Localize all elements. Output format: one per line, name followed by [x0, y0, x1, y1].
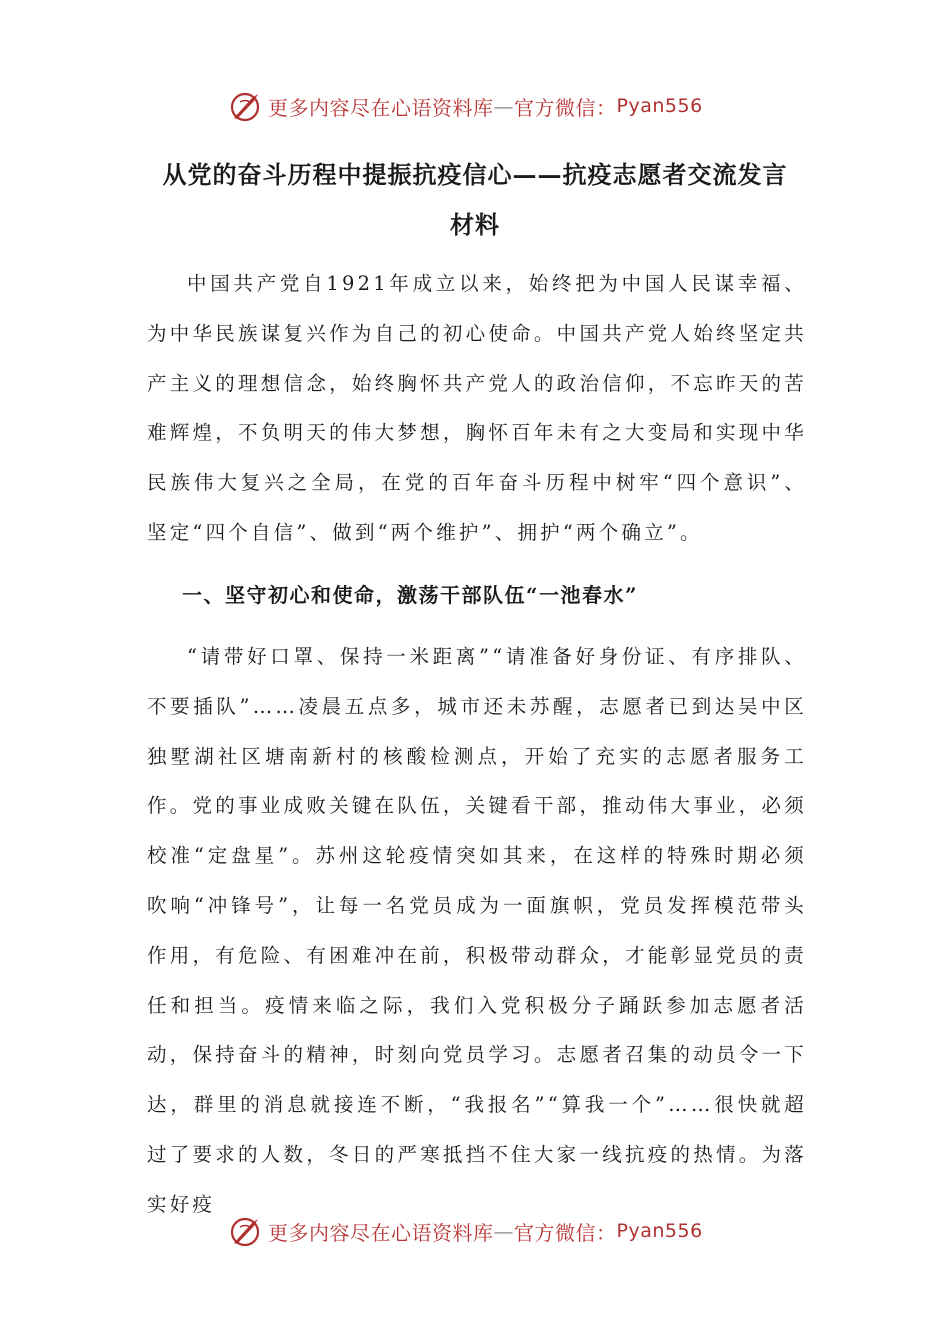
header-watermark — [228, 86, 703, 126]
watermark-suffix-text: 官方微信： — [514, 1220, 617, 1245]
paragraph-section-1: “请带好口罩、保持一米距离”“请准备好身份证、有序排队、不要插队”……凌晨五点多，城市还未苏醒，志愿者已到达吴中区独墅湖社区塘南新村的核酸检测点，开始了充实的志愿者服务工作。党的事业成败关键在队伍，关键看干部，推动伟大事业，必须校准“定盘星”。苏州这轮疫情突如其来，在这样的特殊时期必须吹响“冲锋号”，让每一名党员成为一面旗帜，党员发挥模范带头作用，有危险、有困难冲在前，积极带动群众，才能彰显党员的责任和担当。疫情来临之际，我们入党积极分子踊跃参加志愿者活动，保持奋斗的精神，时刻向党员学习。志愿者召集的动员令一下达，群里的消息就接连不断，“我报名”“算我一个”……很快就超过了要求的人数，冬日的严寒抵挡不住大家一线抗疫的热情。为落实好疫 — [147, 645, 807, 1216]
watermark-wechat-id: Pyan556 — [616, 1220, 703, 1242]
watermark-separator: — — [493, 1219, 514, 1243]
pen-logo-icon — [228, 88, 264, 124]
title-line-1: 从党的奋斗历程中提振抗疫信心——抗疫志愿者交流发言 — [162, 160, 788, 189]
paragraph-intro: 中国共产党自1921年成立以来，始终把为中国人民谋幸福、为中华民族谋复兴作为自己的初心使命。中国共产党人始终坚定共产主义的理想信念，始终胸怀共产党人的政治信仰，不忘昨天的苦难辉煌，不负明天的伟大梦想，胸怀百年未有之大变局和实现中华民族伟大复兴之全局，在党的百年奋斗历程中树牢“四个意识”、坚定“四个自信”、做到“两个维护”、拥护“两个确立”。 — [147, 272, 807, 544]
section-heading-1: 一、坚守初心和使命，激荡干部队伍“一池春水” — [182, 583, 639, 607]
document-title — [145, 150, 805, 250]
footer-watermark — [228, 1211, 703, 1251]
watermark-wechat-id: Pyan556 — [616, 95, 703, 117]
watermark-suffix-text: 官方微信： — [514, 95, 617, 120]
watermark-main-text: 更多内容尽在心语资料库 — [268, 1220, 494, 1245]
watermark-separator: — — [493, 94, 514, 118]
title-line-2: 材料 — [450, 210, 500, 239]
pen-logo-icon — [228, 1213, 264, 1249]
watermark-main-text: 更多内容尽在心语资料库 — [268, 95, 494, 120]
